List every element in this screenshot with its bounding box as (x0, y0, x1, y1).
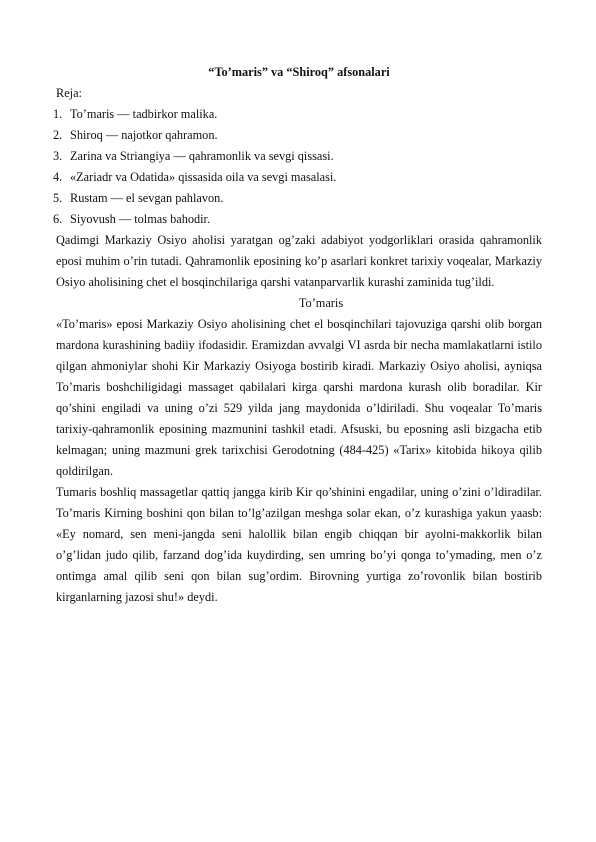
plan-item-text: To’maris — tadbirkor malika. (70, 107, 218, 121)
plan-item (53, 188, 542, 209)
plan-item-text: Zarina va Striangiya — qahramonlik va sevgi qissasi. (70, 149, 334, 163)
body-paragraph: Tumaris boshliq massagetlar qattiq jangga kirib Kir qo’shinini engadilar, uning o’zini o’ldiradilar. To’maris Kirning boshini qon bilan to’lg’azilgan meshga solar ekan, o’z kurashiga yakun yaasb: «Ey nomard, sen meni-jangda seni halollik bilan engib chiqqan bir ayolni-makkorlik bilan o’g’lidan judo qilib, farzand dog’ida kuydirding, sen umring bo’yi qonga to’ymading, men o’z ontimga amal qilib seni qon bilan sug’ordim. Birovning yurtiga zo’rovonlik bilan bostirib kirganlarning jazosi shu!» deydi. (56, 485, 542, 604)
plan-item (53, 104, 542, 125)
plan-item (53, 167, 542, 188)
plan-label: Reja: (56, 86, 82, 100)
plan-item (53, 125, 542, 146)
plan-item (53, 146, 542, 167)
plan-item-text: Shiroq — najotkor qahramon. (70, 128, 218, 142)
plan-item-number: 2. (53, 128, 63, 142)
plan-item (53, 209, 542, 230)
plan-item-number: 1. (53, 107, 63, 121)
document-title: “To’maris” va “Shiroq” afsonalari (208, 65, 390, 79)
plan-item-text: «Zariadr va Odatida» qissasida oila va sevgi masalasi. (70, 170, 337, 184)
plan-item-number: 6. (53, 212, 63, 226)
plan-list (53, 104, 542, 230)
plan-item-number: 5. (53, 191, 63, 205)
plan-item-number: 4. (53, 170, 63, 184)
section-heading: To’maris (298, 296, 344, 310)
plan-item-text: Rustam — el sevgan pahlavon. (70, 191, 224, 205)
plan-item-number: 3. (53, 149, 63, 163)
document-page (53, 62, 542, 608)
intro-paragraph: Qadimgi Markaziy Osiyo aholisi yaratgan og’zaki adabiyot yodgorliklari orasida qahramonlik eposi muhim o’rin tutadi. Qahramonlik eposining ko’p asarlari konkret tarixiy voqealar, Markaziy Osiyo aholisining chet el bosqinchilariga qarshi vatanparvarlik kurashi zaminida tug’ildi. (56, 233, 542, 289)
plan-item-text: Siyovush — tolmas bahodir. (70, 212, 211, 226)
body-paragraph: «To’maris» eposi Markaziy Osiyo aholisining chet el bosqinchilari tajovuziga qarshi olib borgan mardona kurashining badiiy ifodasidir. Eramizdan avvalgi VI asrda bir necha mamlakatlarni istilo qilgan ahmoniylar shohi Kir Markaziy Osiyoga bostirib kiradi. Markaziy Osiyo aholisi, ayniqsa To’maris boshchiligidagi massaget qabilalari kirga qarshi mardona kurash olib boradilar. Kir qo’shini engiladi va uning o’zi 529 yilda jang maydonida o’ldiriladi. Shu voqealar To’maris tarixiy-qahramonlik eposining mazmunini tashkil etadi. Afsuski, bu eposning asli bizgacha etib kelmagan; uning mazmuni grek tarixchisi Gerodotning (484-425) «Tarix» kitobida hikoya qilib qoldirilgan. (56, 317, 542, 478)
